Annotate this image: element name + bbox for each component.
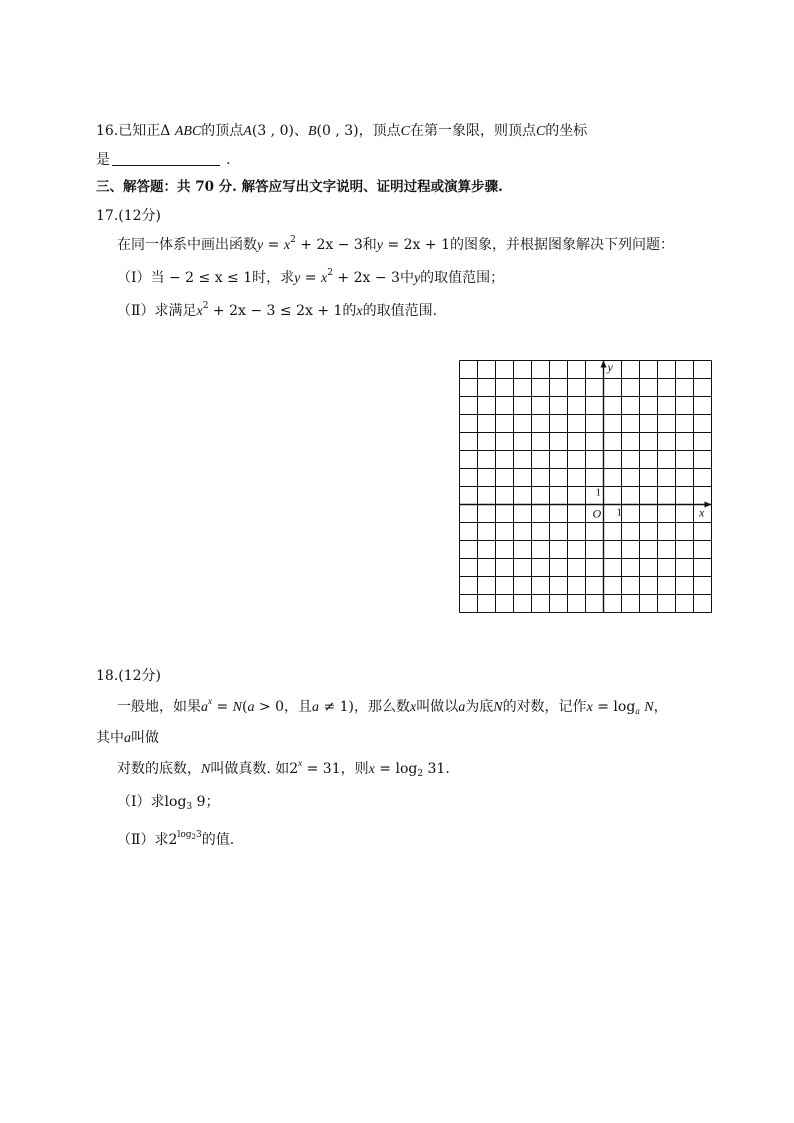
unit-x-label: 1: [616, 506, 622, 519]
math-op: =: [263, 237, 284, 253]
math-var: a: [247, 700, 255, 715]
q18-line2: [96, 728, 159, 749]
math-expression: = 31，则: [302, 761, 369, 777]
math-exponent: 2: [290, 235, 296, 245]
q16-text: 的顶点: [201, 123, 244, 139]
math-expression: = 2x + 1: [383, 237, 450, 253]
math-number: 3: [195, 830, 202, 840]
math-expression: + 2x − 3 ≤ 2x + 1: [208, 303, 343, 319]
math-var: x: [283, 238, 291, 253]
math-var: N: [644, 700, 654, 715]
x-axis-label: x: [699, 505, 705, 520]
q16-text: 是: [96, 152, 110, 168]
grid-svg: [459, 360, 719, 620]
point-a-coord: (3 , 0): [251, 123, 294, 139]
point-a-label: A: [243, 124, 252, 139]
q17-part1: [117, 268, 504, 289]
x-axis-arrow-icon: [705, 502, 712, 508]
math-subscript: 2: [417, 769, 424, 779]
y-axis-arrow-icon: [601, 361, 607, 368]
q16-text: 在第一象限，则顶点: [409, 123, 536, 139]
math-expression: − 2 ≤ x ≤ 1: [164, 270, 253, 286]
math-subscript: a: [635, 706, 640, 716]
math-op: =: [300, 270, 321, 286]
math-expression: + 2x − 3: [295, 237, 363, 253]
part-label: （Ⅱ）求满足: [117, 303, 197, 319]
q18-text: 其中: [96, 730, 124, 746]
q16-line2: [96, 150, 230, 170]
q18-text: 叫做: [131, 730, 159, 746]
q18-text: 为底: [465, 699, 494, 715]
q17-intro: [117, 235, 674, 256]
math-var: x: [356, 304, 363, 319]
math-exponent: x: [298, 758, 303, 768]
math-var: y: [257, 238, 264, 253]
q18-text: 叫做真数. 如: [210, 761, 290, 777]
q18-line1: [117, 697, 668, 718]
q16-text: 的坐标: [545, 123, 588, 139]
q18-part1: [117, 792, 220, 812]
q17-text: 的图象，并根据图象解决下列问题：: [450, 237, 674, 253]
math-var: a: [312, 700, 319, 715]
q17-header: 17.(12分): [96, 208, 162, 224]
coordinate-grid[interactable]: [459, 360, 712, 613]
math-exponent: x: [208, 696, 212, 706]
unit-y-label: 1: [595, 486, 601, 499]
math-expression: = log: [374, 761, 418, 777]
point-b-label: B: [307, 124, 317, 139]
math-expression: ≠ 1): [319, 699, 354, 715]
math-var: x: [368, 762, 375, 777]
math-var: a: [201, 700, 208, 715]
triangle-symbol: Δ: [160, 123, 171, 139]
point-c-label: C: [535, 124, 546, 139]
q16-separator: 、: [293, 123, 308, 139]
q18-text: 叫做以: [416, 699, 459, 715]
math-op: =: [212, 699, 233, 715]
q17-part2: [117, 301, 437, 322]
q16-text: 已知正: [118, 123, 161, 139]
math-var: x: [196, 304, 203, 319]
q17-text: 在同一体系中画出函数: [117, 237, 257, 253]
math-var: a: [458, 700, 466, 715]
q16-text: ，顶点: [358, 123, 401, 139]
q16-line1: [96, 121, 587, 142]
part-label: （Ⅰ）求: [117, 794, 165, 810]
part-label: （Ⅱ）求: [117, 832, 169, 848]
math-exponent: [177, 830, 201, 840]
math-var: N: [201, 762, 211, 777]
math-number: 9: [192, 794, 206, 810]
q18-text: 的值.: [201, 832, 235, 848]
q17-text: 时，求: [252, 270, 295, 286]
q17-text: 的取值范围.: [362, 303, 438, 319]
q17-text: 中: [399, 270, 414, 286]
math-number: 31.: [423, 761, 450, 777]
q18-text: 的对数，记作: [502, 699, 587, 715]
q18-text: ；: [205, 794, 220, 810]
q18-text: ，那么数: [354, 699, 410, 715]
math-var: y: [413, 271, 421, 286]
math-number: 2: [289, 761, 299, 777]
q18-text: 一般地，如果: [117, 699, 201, 715]
triangle-name: ABC: [174, 124, 202, 139]
y-axis-label: y: [607, 360, 613, 374]
math-var: y: [294, 271, 301, 286]
q17-text: 的取值范围；: [420, 270, 505, 286]
math-var: x: [410, 700, 417, 715]
origin-label: O: [592, 506, 602, 521]
answer-blank[interactable]: [112, 151, 220, 166]
point-c-label: C: [400, 124, 410, 139]
math-subscript: 2: [191, 833, 196, 841]
math-var: x: [321, 271, 328, 286]
point-b-coord: (0 , 3): [316, 123, 359, 139]
part-label: （Ⅰ）当: [117, 270, 165, 286]
q17-text: 和: [362, 237, 377, 253]
math-expression: log: [164, 794, 187, 810]
q18-text: ，且: [284, 699, 312, 715]
math-expression: = log: [592, 699, 636, 715]
math-exponent: 2: [327, 268, 333, 278]
q18-line3: [117, 759, 450, 780]
math-expression: > 0: [254, 699, 284, 715]
math-subscript: 3: [186, 802, 193, 812]
q18-part2: [117, 830, 234, 850]
q17-text: 的: [342, 303, 357, 319]
math-var: N: [493, 700, 503, 715]
math-var: x: [586, 700, 593, 715]
q16-number: 16.: [96, 123, 119, 139]
q18-text: ，: [653, 699, 668, 715]
q18-header: 18.(12分): [96, 668, 162, 684]
math-var: N: [232, 700, 242, 715]
math-exponent: 2: [202, 301, 209, 311]
q18-text: 对数的底数，: [117, 761, 201, 777]
math-var: a: [124, 731, 131, 746]
math-op: (: [241, 699, 248, 715]
math-expression: + 2x − 3: [332, 270, 400, 286]
math-number: 2: [168, 832, 178, 848]
math-expression: log: [177, 830, 192, 840]
q16-text: .: [226, 152, 231, 168]
math-var: y: [376, 238, 384, 253]
section-heading: 三、解答题：共 70 分. 解答应写出文字说明、证明过程或演算步骤.: [96, 179, 503, 195]
